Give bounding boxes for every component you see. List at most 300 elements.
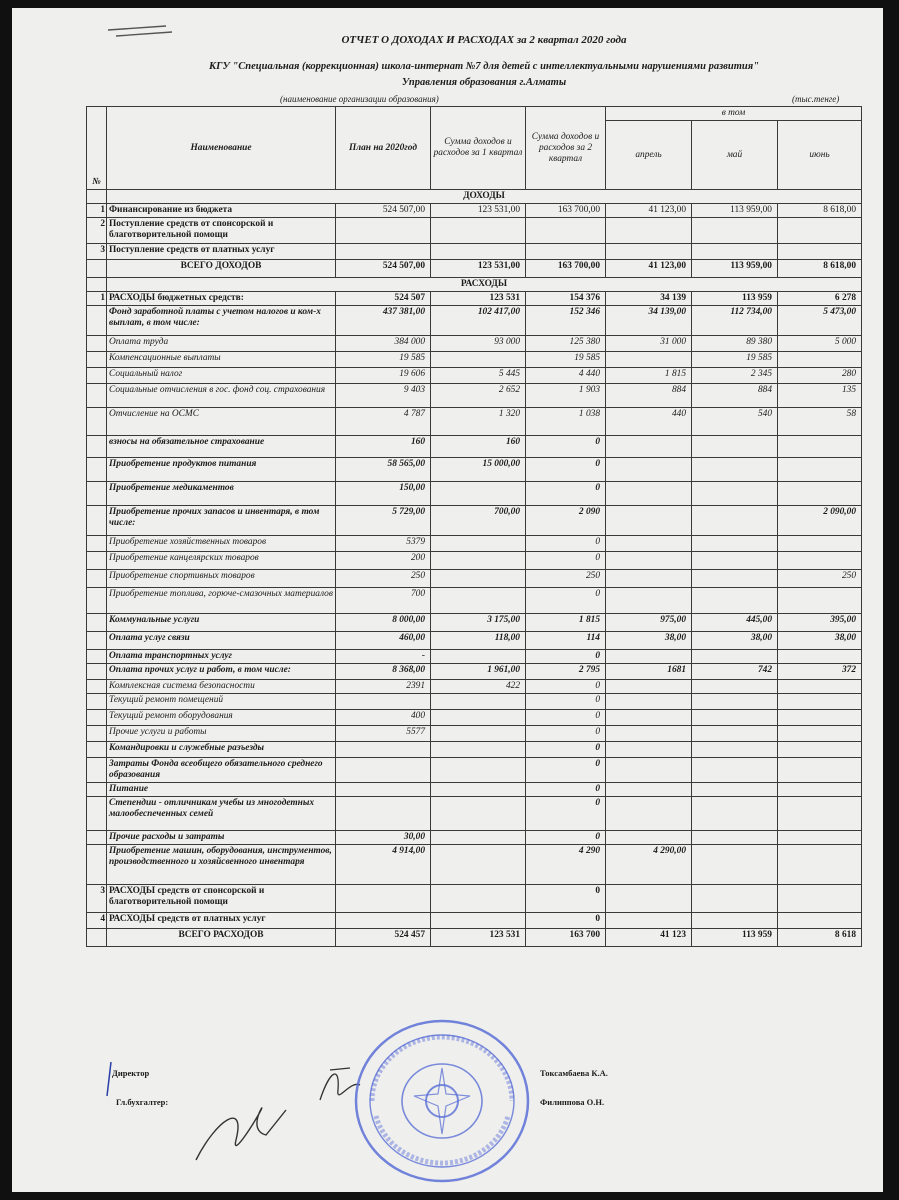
cell-apr: 975,00 xyxy=(606,614,692,632)
row-name: Затраты Фонда всеобщего обязательного среднего образования xyxy=(107,758,336,783)
table-row xyxy=(87,458,862,482)
cell-q1 xyxy=(431,588,526,614)
cell-plan: 19 585 xyxy=(336,352,431,368)
table-row xyxy=(87,588,862,614)
row-number: 3 xyxy=(87,244,107,260)
table-row xyxy=(87,218,862,244)
cell-plan xyxy=(336,694,431,710)
cell-apr xyxy=(606,758,692,783)
row-name: Прочие услуги и работы xyxy=(107,726,336,742)
cell-jun xyxy=(778,588,862,614)
cell-q2: 2 795 xyxy=(526,664,606,680)
row-number: 4 xyxy=(87,913,107,929)
cell-plan: 437 381,00 xyxy=(336,306,431,336)
cell-jun xyxy=(778,742,862,758)
cell-q2: 0 xyxy=(526,885,606,913)
row-name: Приобретение продуктов питания xyxy=(107,458,336,482)
cell-q1: 5 445 xyxy=(431,368,526,384)
cell-plan: - xyxy=(336,650,431,664)
col-q2: Сумма доходов и расходов за 2 квартал xyxy=(526,107,606,190)
cell-plan: 30,00 xyxy=(336,831,431,845)
cell-jun xyxy=(778,244,862,260)
accountant-label: Гл.бухгалтер: xyxy=(116,1097,169,1107)
cell-jun xyxy=(778,694,862,710)
cell-jun xyxy=(778,885,862,913)
cell-apr xyxy=(606,650,692,664)
cell-plan: 524 507,00 xyxy=(336,204,431,218)
table-row xyxy=(87,831,862,845)
cell-may xyxy=(692,783,778,797)
table-row xyxy=(87,292,862,306)
cell-jun: 5 473,00 xyxy=(778,306,862,336)
cell-jun: 5 000 xyxy=(778,336,862,352)
cell-plan: 8 000,00 xyxy=(336,614,431,632)
cell-q2: 0 xyxy=(526,726,606,742)
cell-jun xyxy=(778,710,862,726)
section-expense: РАСХОДЫ xyxy=(107,278,862,292)
cell-q2: 1 038 xyxy=(526,408,606,436)
total-q2: 163 700 xyxy=(526,929,606,947)
row-name: Компенсационные выплаты xyxy=(107,352,336,368)
cell-plan: 150,00 xyxy=(336,482,431,506)
cell-apr xyxy=(606,458,692,482)
total-jun: 8 618,00 xyxy=(778,260,862,278)
cell-may: 742 xyxy=(692,664,778,680)
cell-q2: 125 380 xyxy=(526,336,606,352)
cell-plan: 9 403 xyxy=(336,384,431,408)
income-total-row xyxy=(87,260,862,278)
row-number xyxy=(87,536,107,552)
row-number xyxy=(87,680,107,694)
cell-apr xyxy=(606,436,692,458)
cell-jun: 58 xyxy=(778,408,862,436)
col-april: апрель xyxy=(606,121,692,190)
total-apr: 41 123 xyxy=(606,929,692,947)
cell-q2: 114 xyxy=(526,632,606,650)
cell-q2: 0 xyxy=(526,913,606,929)
cell-jun xyxy=(778,352,862,368)
cell-q1 xyxy=(431,797,526,831)
table-row xyxy=(87,758,862,783)
row-number xyxy=(87,664,107,680)
row-number xyxy=(87,368,107,384)
cell-q1 xyxy=(431,742,526,758)
table-row xyxy=(87,783,862,797)
cell-q1 xyxy=(431,218,526,244)
cell-jun xyxy=(778,680,862,694)
table-row xyxy=(87,885,862,913)
cell-q1 xyxy=(431,352,526,368)
cell-q2: 0 xyxy=(526,436,606,458)
cell-q2: 250 xyxy=(526,570,606,588)
cell-may xyxy=(692,570,778,588)
signature-mark-icon xyxy=(104,1060,114,1100)
cell-apr xyxy=(606,680,692,694)
director-label: Директор xyxy=(112,1068,150,1078)
row-number xyxy=(87,797,107,831)
cell-q1: 93 000 xyxy=(431,336,526,352)
organization-caption: (наименование организации образования) xyxy=(280,94,439,104)
row-name: Оплата труда xyxy=(107,336,336,352)
cell-jun: 280 xyxy=(778,368,862,384)
cell-jun: 8 618,00 xyxy=(778,204,862,218)
row-number: 1 xyxy=(87,292,107,306)
cell-may xyxy=(692,536,778,552)
table-row xyxy=(87,680,862,694)
cell-q1: 123 531,00 xyxy=(431,204,526,218)
row-name: Комплексная система безопасности xyxy=(107,680,336,694)
total-q1: 123 531 xyxy=(431,929,526,947)
cell-jun xyxy=(778,913,862,929)
cell-may xyxy=(692,650,778,664)
cell-apr: 1681 xyxy=(606,664,692,680)
cell-apr xyxy=(606,797,692,831)
cell-q2: 1 815 xyxy=(526,614,606,632)
cell-may xyxy=(692,845,778,885)
cell-q1: 102 417,00 xyxy=(431,306,526,336)
row-name: Приобретение хозяйственных товаров xyxy=(107,536,336,552)
cell-q1: 15 000,00 xyxy=(431,458,526,482)
cell-apr xyxy=(606,552,692,570)
cell-plan: 384 000 xyxy=(336,336,431,352)
cell-q1 xyxy=(431,913,526,929)
cell-jun xyxy=(778,436,862,458)
table-row xyxy=(87,913,862,929)
table-row xyxy=(87,570,862,588)
row-number xyxy=(87,306,107,336)
section-income-row xyxy=(87,190,862,204)
cell-jun: 372 xyxy=(778,664,862,680)
cell-jun xyxy=(778,758,862,783)
cell-may: 112 734,00 xyxy=(692,306,778,336)
cell-q2: 0 xyxy=(526,783,606,797)
cell-q1: 1 320 xyxy=(431,408,526,436)
cell-apr: 31 000 xyxy=(606,336,692,352)
organization-name: КГУ "Специальная (коррекционная) школа-интернат №7 для детей с интеллектуальными нарушениями развития" xyxy=(209,61,759,72)
cell-q2: 19 585 xyxy=(526,352,606,368)
cell-jun xyxy=(778,831,862,845)
cell-q2: 0 xyxy=(526,680,606,694)
cell-q1 xyxy=(431,831,526,845)
table-row xyxy=(87,632,862,650)
cell-q2: 0 xyxy=(526,797,606,831)
cell-q1 xyxy=(431,570,526,588)
cell-q1: 123 531 xyxy=(431,292,526,306)
cell-q1 xyxy=(431,885,526,913)
cell-q2: 0 xyxy=(526,650,606,664)
col-may: май xyxy=(692,121,778,190)
row-number xyxy=(87,845,107,885)
cell-q2: 163 700,00 xyxy=(526,204,606,218)
cell-q1 xyxy=(431,726,526,742)
cell-plan xyxy=(336,885,431,913)
table-row xyxy=(87,306,862,336)
cell-apr xyxy=(606,885,692,913)
col-q1: Сумма доходов и расходов за 1 квартал xyxy=(431,107,526,190)
cell-q1: 422 xyxy=(431,680,526,694)
cell-q2 xyxy=(526,218,606,244)
cell-plan: 524 507 xyxy=(336,292,431,306)
row-number xyxy=(87,614,107,632)
cell-may xyxy=(692,913,778,929)
row-name: Поступление средств от платных услуг xyxy=(107,244,336,260)
cell-plan: 19 606 xyxy=(336,368,431,384)
table-row xyxy=(87,384,862,408)
cell-may xyxy=(692,244,778,260)
row-name: Степендии - отличникам учебы из многодетных малообеспеченных семей xyxy=(107,797,336,831)
cell-apr xyxy=(606,536,692,552)
cell-may xyxy=(692,742,778,758)
units-label: (тыс.тенге) xyxy=(792,94,840,104)
cell-plan: 2391 xyxy=(336,680,431,694)
cell-q2: 0 xyxy=(526,742,606,758)
cell-may xyxy=(692,726,778,742)
cell-jun: 6 278 xyxy=(778,292,862,306)
cell-apr xyxy=(606,588,692,614)
cell-apr: 440 xyxy=(606,408,692,436)
cell-may: 19 585 xyxy=(692,352,778,368)
cell-q2: 4 440 xyxy=(526,368,606,384)
expense-total-row-label: ВСЕГО РАСХОДОВ xyxy=(107,929,336,947)
cell-q2: 0 xyxy=(526,482,606,506)
cell-may xyxy=(692,436,778,458)
section-expense-row xyxy=(87,278,862,292)
cell-jun xyxy=(778,783,862,797)
cell-plan: 4 914,00 xyxy=(336,845,431,885)
row-number xyxy=(87,694,107,710)
cell-apr xyxy=(606,244,692,260)
table-row xyxy=(87,726,862,742)
cell-plan: 700 xyxy=(336,588,431,614)
row-number xyxy=(87,384,107,408)
organization-department: Управления образования г.Алматы xyxy=(401,77,567,88)
cell-may xyxy=(692,552,778,570)
cell-q2: 1 903 xyxy=(526,384,606,408)
cell-may xyxy=(692,710,778,726)
cell-q1 xyxy=(431,244,526,260)
cell-plan: 200 xyxy=(336,552,431,570)
cell-jun xyxy=(778,218,862,244)
table-row xyxy=(87,664,862,680)
cell-q2: 0 xyxy=(526,710,606,726)
report-table xyxy=(86,106,862,947)
cell-plan: 160 xyxy=(336,436,431,458)
cell-q1 xyxy=(431,552,526,570)
row-name: Прочие расходы и затраты xyxy=(107,831,336,845)
table-row xyxy=(87,614,862,632)
row-number xyxy=(87,758,107,783)
cell-apr xyxy=(606,694,692,710)
cell-q1 xyxy=(431,482,526,506)
cell-q2: 0 xyxy=(526,588,606,614)
row-name: Питание xyxy=(107,783,336,797)
cell-jun xyxy=(778,845,862,885)
row-name: Текущий ремонт оборудования xyxy=(107,710,336,726)
cell-plan xyxy=(336,742,431,758)
cell-apr: 38,00 xyxy=(606,632,692,650)
row-number: 3 xyxy=(87,885,107,913)
table-row xyxy=(87,797,862,831)
cell-may: 113 959 xyxy=(692,292,778,306)
row-name: Фонд заработной платы с учетом налогов и ком-х выплат, в том числе: xyxy=(107,306,336,336)
row-number xyxy=(87,458,107,482)
col-no: № xyxy=(87,107,107,190)
cell-plan xyxy=(336,797,431,831)
cell-q1: 1 961,00 xyxy=(431,664,526,680)
row-name: Оплата услуг связи xyxy=(107,632,336,650)
cell-jun: 250 xyxy=(778,570,862,588)
cell-plan: 58 565,00 xyxy=(336,458,431,482)
cell-plan: 5 729,00 xyxy=(336,506,431,536)
cell-q1 xyxy=(431,650,526,664)
row-number xyxy=(87,352,107,368)
cell-may xyxy=(692,588,778,614)
row-number xyxy=(87,650,107,664)
row-number xyxy=(87,552,107,570)
cell-q2: 4 290 xyxy=(526,845,606,885)
cell-plan: 400 xyxy=(336,710,431,726)
cell-apr xyxy=(606,570,692,588)
report-title: ОТЧЕТ О ДОХОДАХ И РАСХОДАХ за 2 квартал 2020 года xyxy=(341,34,627,46)
table-row xyxy=(87,536,862,552)
row-name: взносы на обязательное страхование xyxy=(107,436,336,458)
cell-q2: 0 xyxy=(526,694,606,710)
cell-plan xyxy=(336,758,431,783)
cell-apr: 1 815 xyxy=(606,368,692,384)
income-total-row-label: ВСЕГО ДОХОДОВ xyxy=(107,260,336,278)
table-row xyxy=(87,352,862,368)
cell-plan: 8 368,00 xyxy=(336,664,431,680)
cell-may: 38,00 xyxy=(692,632,778,650)
row-number xyxy=(87,570,107,588)
cell-jun: 38,00 xyxy=(778,632,862,650)
row-number xyxy=(87,742,107,758)
row-name: РАСХОДЫ средств от спонсорской и благотворительной помощи xyxy=(107,885,336,913)
row-number xyxy=(87,831,107,845)
cell-q2: 0 xyxy=(526,536,606,552)
row-name: Оплата транспортных услуг xyxy=(107,650,336,664)
cell-plan: 460,00 xyxy=(336,632,431,650)
row-name: Оплата прочих услуг и работ, в том числе: xyxy=(107,664,336,680)
cell-apr: 41 123,00 xyxy=(606,204,692,218)
cell-may xyxy=(692,885,778,913)
row-name: Финансирование из бюджета xyxy=(107,204,336,218)
table-row xyxy=(87,650,862,664)
row-name: Приобретение прочих запасов и инвентаря, в том числе: xyxy=(107,506,336,536)
table-row xyxy=(87,336,862,352)
cell-q2: 152 346 xyxy=(526,306,606,336)
cell-may xyxy=(692,694,778,710)
col-name: Наименование xyxy=(107,107,336,190)
cell-jun xyxy=(778,797,862,831)
cell-may: 884 xyxy=(692,384,778,408)
cell-may: 445,00 xyxy=(692,614,778,632)
cell-q2 xyxy=(526,244,606,260)
cell-plan xyxy=(336,913,431,929)
cell-may: 113 959,00 xyxy=(692,204,778,218)
row-number xyxy=(87,783,107,797)
total-plan: 524 507,00 xyxy=(336,260,431,278)
table-row xyxy=(87,436,862,458)
cell-apr xyxy=(606,710,692,726)
row-name: Командировки и служебные разъезды xyxy=(107,742,336,758)
cell-q1 xyxy=(431,845,526,885)
cell-apr: 4 290,00 xyxy=(606,845,692,885)
cell-apr xyxy=(606,726,692,742)
cell-plan: 5379 xyxy=(336,536,431,552)
cell-may xyxy=(692,680,778,694)
cell-may xyxy=(692,758,778,783)
row-number xyxy=(87,336,107,352)
table-row xyxy=(87,482,862,506)
col-june: июнь xyxy=(778,121,862,190)
table-row xyxy=(87,244,862,260)
cell-q1: 700,00 xyxy=(431,506,526,536)
row-number: 2 xyxy=(87,218,107,244)
row-name: Социальные отчисления в гос. фонд соц. страхования xyxy=(107,384,336,408)
cell-apr: 34 139 xyxy=(606,292,692,306)
cell-q2: 0 xyxy=(526,758,606,783)
cell-may: 2 345 xyxy=(692,368,778,384)
cell-q2: 0 xyxy=(526,552,606,570)
table-row xyxy=(87,845,862,885)
cell-apr xyxy=(606,783,692,797)
cell-jun xyxy=(778,536,862,552)
cell-may xyxy=(692,218,778,244)
cell-may xyxy=(692,831,778,845)
row-number xyxy=(87,710,107,726)
cell-jun xyxy=(778,552,862,570)
cell-apr xyxy=(606,742,692,758)
cell-q2: 2 090 xyxy=(526,506,606,536)
accountant-signature-icon xyxy=(186,1090,296,1170)
cell-q1: 3 175,00 xyxy=(431,614,526,632)
total-q1: 123 531,00 xyxy=(431,260,526,278)
cell-q2: 154 376 xyxy=(526,292,606,306)
cell-may xyxy=(692,506,778,536)
cell-may: 540 xyxy=(692,408,778,436)
cell-apr xyxy=(606,352,692,368)
cell-apr xyxy=(606,913,692,929)
cell-plan: 250 xyxy=(336,570,431,588)
col-plan: План на 2020год xyxy=(336,107,431,190)
row-name: Приобретение машин, оборудования, инструментов, производственного и хозяйсвенного инвентаря xyxy=(107,845,336,885)
cell-may xyxy=(692,482,778,506)
cell-plan xyxy=(336,244,431,260)
cell-q2: 0 xyxy=(526,458,606,482)
cell-apr xyxy=(606,482,692,506)
row-name: РАСХОДЫ бюджетных средств: xyxy=(107,292,336,306)
row-number xyxy=(87,436,107,458)
report-table-body xyxy=(87,190,862,947)
official-stamp-icon xyxy=(352,1016,532,1186)
row-number xyxy=(87,588,107,614)
row-name: Приобретение топлива, горюче-смазочных материалов xyxy=(107,588,336,614)
table-row xyxy=(87,506,862,536)
cell-q1: 2 652 xyxy=(431,384,526,408)
table-row xyxy=(87,710,862,726)
cell-q1 xyxy=(431,710,526,726)
row-name: Социальный налог xyxy=(107,368,336,384)
total-may: 113 959 xyxy=(692,929,778,947)
cell-q2: 0 xyxy=(526,831,606,845)
cell-apr: 34 139,00 xyxy=(606,306,692,336)
row-number xyxy=(87,506,107,536)
cell-jun: 395,00 xyxy=(778,614,862,632)
cell-q1 xyxy=(431,536,526,552)
cell-apr: 884 xyxy=(606,384,692,408)
cell-apr xyxy=(606,218,692,244)
